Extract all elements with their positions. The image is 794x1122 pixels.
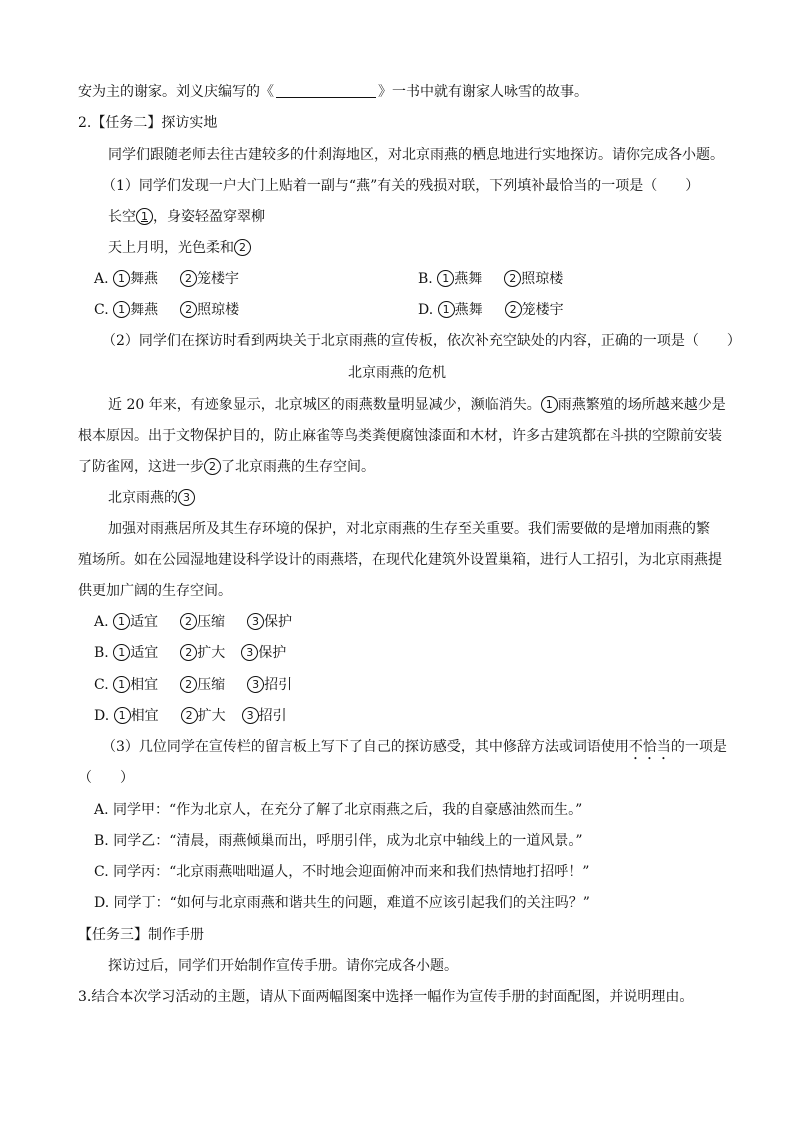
emphasized-text: 不恰当 [628, 739, 671, 755]
answer-blank[interactable] [276, 83, 376, 98]
question-2-heading: 2.【任务二】探访实地 [78, 115, 218, 131]
sub1-option-b[interactable]: B. 1 燕舞 2 照琼楼 [418, 271, 564, 287]
sub-question-2-stem: （2）同学们在探访时看到两块关于北京雨燕的宣传板，依次补充空缺处的内容，正确的一项是（ ） [102, 333, 741, 349]
board-2-line-1: 加强对雨燕居所及其生存环境的保护，对北京雨燕的生存至关重要。我们需要做的是增加雨燕的繁 [108, 521, 710, 537]
sub-question-3-stem: （3）几位同学在宣传栏的留言板上写下了自己的探访感受，其中修辞方法或词语使用不恰当的一项是 [102, 739, 727, 755]
circled-number-2: 2 [234, 239, 251, 256]
couplet-line-1: 长空 1 ，身姿轻盈穿翠柳 [108, 209, 265, 225]
sub3-option-a[interactable]: A. 同学甲：“作为北京人，在充分了解了北京雨燕之后，我的自豪感油然而生。” [94, 802, 583, 818]
board-1-title: 北京雨燕的危机 [348, 365, 446, 381]
sub3-option-c[interactable]: C. 同学丙：“北京雨燕咄咄逼人，不时地会迎面俯冲而来和我们热情地打招呼！” [94, 864, 590, 880]
task-3-intro: 探访过后，同学们开始制作宣传手册。请你完成各小题。 [108, 958, 458, 974]
question-3: 3.结合本次学习活动的主题，请从下面两幅图案中选择一幅作为宣传手册的封面配图，并说明理由。 [78, 989, 694, 1005]
couplet-line-2: 天上月明，光色柔和 2 [108, 238, 251, 258]
board-2-title: 北京雨燕的 3 [108, 488, 195, 508]
sub2-option-b[interactable]: B. 1 适宜 2 扩大 3 保护 [94, 645, 287, 661]
continuation-line: 安为主的谢家。刘义庆编写的《 》一书中就有谢家人咏雪的故事。 [78, 84, 588, 100]
board-2-line-2: 殖场所。如在公园湿地建设科学设计的雨燕塔，在现代化建筑外设置巢箱，进行人工招引，为北京雨燕提 [78, 552, 722, 568]
sub-question-3-paren: （ ） [78, 770, 134, 786]
sub-question-1-stem: （1）同学们发现一户大门上贴着一副与“燕”有关的残损对联，下列填补最恰当的一项是（ ） [102, 178, 700, 194]
board-2-line-3: 供更加广阔的生存空间。 [78, 583, 232, 599]
task-3-heading: 【任务三】制作手册 [78, 927, 204, 943]
sub1-option-c[interactable]: C. 1 舞燕 2 照琼楼 [94, 302, 240, 318]
sub2-option-d[interactable]: D. 1 相宜 2 扩大 3 招引 [94, 708, 287, 724]
board-1-line-1: 近 20 年来，有迹象显示，北京城区的雨燕数量明显减少，濒临消失。 1 雨燕繁殖的场所越来越少是 [108, 397, 726, 413]
sub3-option-b[interactable]: B. 同学乙：“清晨，雨燕倾巢而出，呼朋引伴，成为北京中轴线上的一道风景。” [94, 833, 583, 849]
sub1-option-a[interactable]: A. 1 舞燕 2 笼楼宇 [94, 271, 240, 287]
question-2-intro: 同学们跟随老师去往古建较多的什刹海地区，对北京雨燕的栖息地进行实地探访。请你完成各小题。 [108, 147, 724, 163]
board-1-line-2: 根本原因。出于文物保护目的，防止麻雀等鸟类粪便腐蚀漆面和木材，许多古建筑都在斗拱的空隙前安装 [78, 428, 722, 444]
sub1-option-d[interactable]: D. 1 燕舞 2 笼楼宇 [418, 302, 564, 318]
sub3-option-d[interactable]: D. 同学丁：“如何与北京雨燕和谐共生的问题，难道不应该引起我们的关注吗？” [94, 895, 590, 911]
circled-number-1: 1 [136, 208, 153, 225]
sub2-option-a[interactable]: A. 1 适宜 2 压缩 3 保护 [94, 614, 293, 630]
sub2-option-c[interactable]: C. 1 相宜 2 压缩 3 招引 [94, 677, 293, 693]
board-1-line-3: 了防雀网，这进一步 2 了北京雨燕的生存空间。 [78, 459, 375, 475]
